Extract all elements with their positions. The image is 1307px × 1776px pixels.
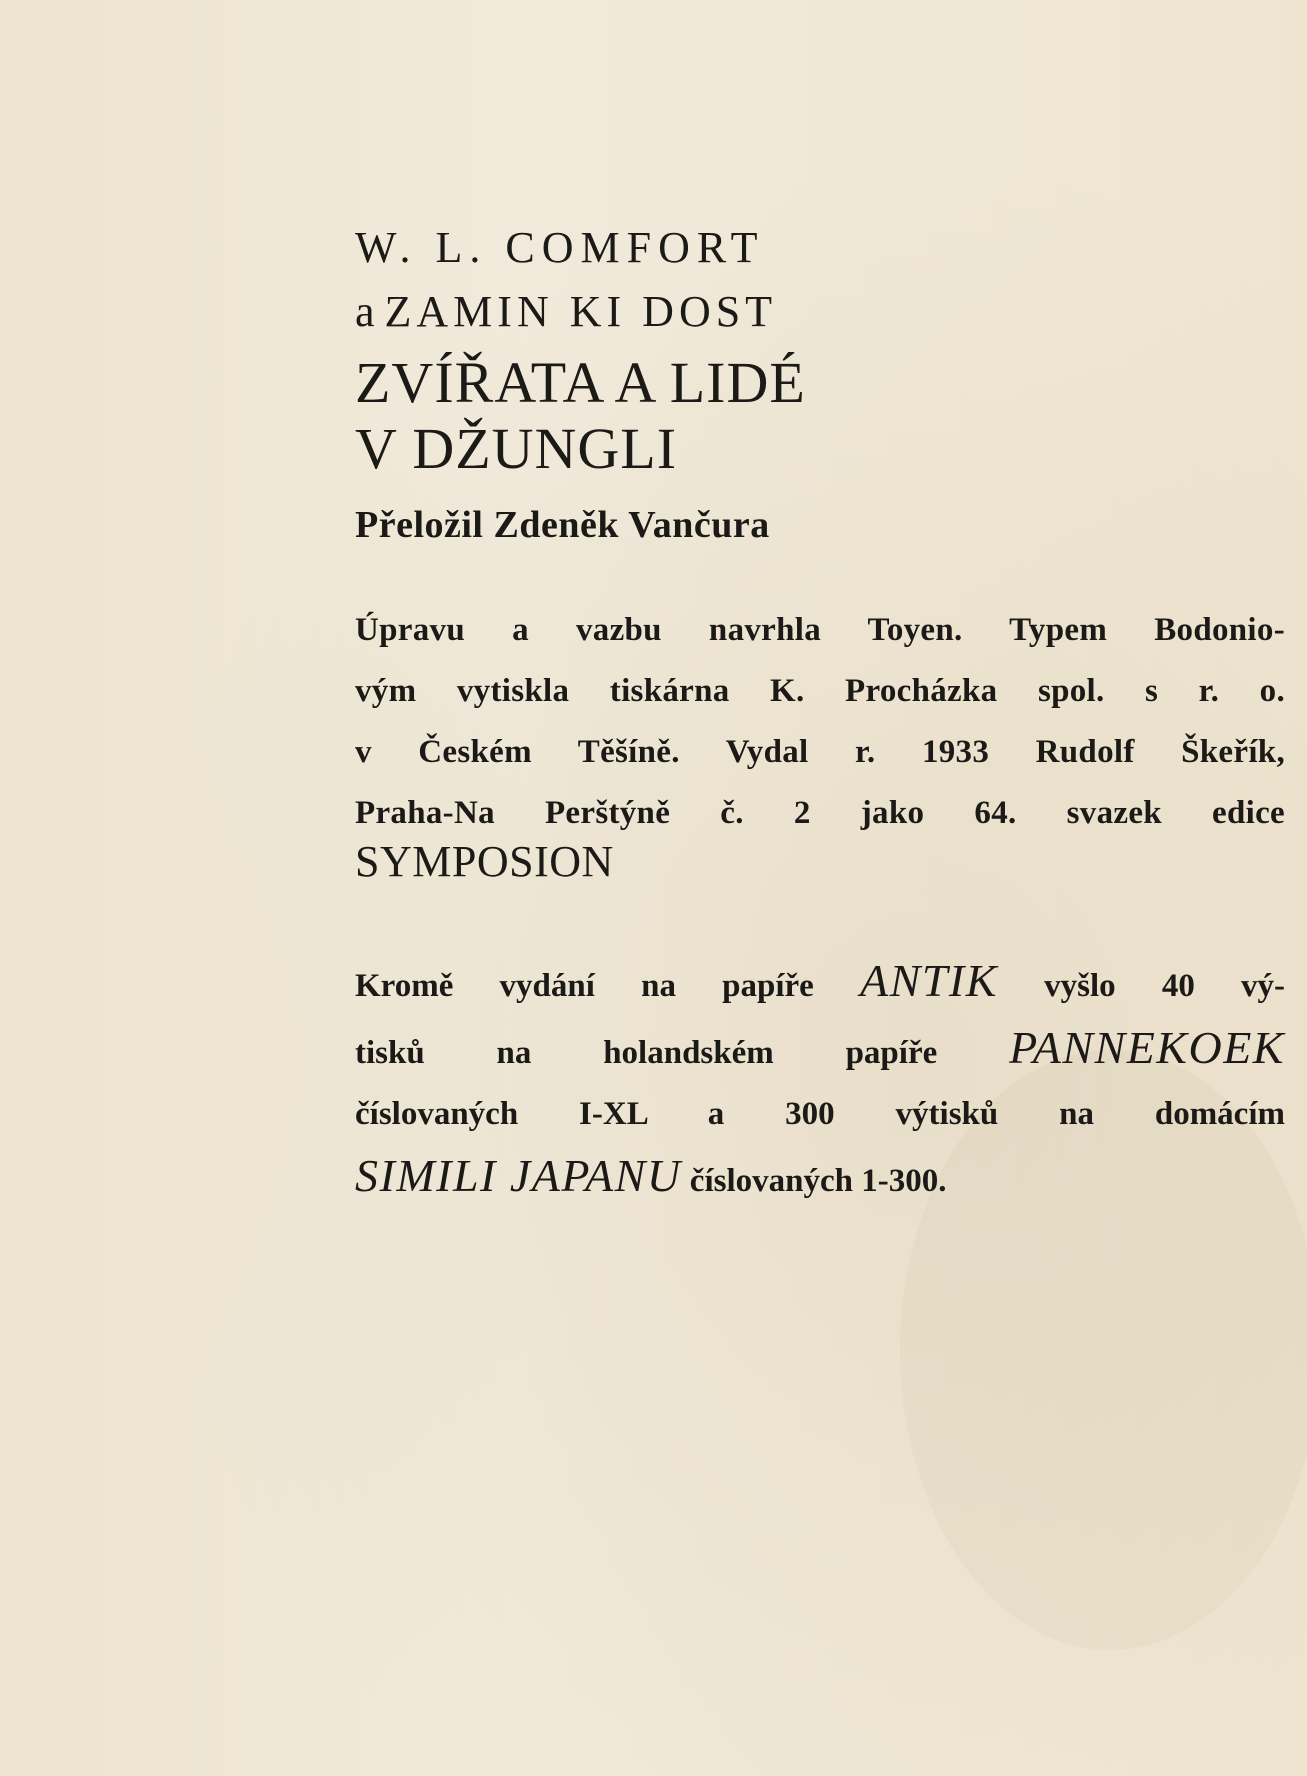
paper-text: číslovaných 1-300. — [689, 1163, 947, 1199]
colophon-line: vým vytiskla tiskárna K. Procházka spol. s r. o. — [355, 673, 1285, 709]
paper-type-antik: ANTIK — [860, 955, 998, 1006]
co-author-name: ZAMIN KI DOST — [384, 287, 778, 336]
paper-line-3: číslovaných I-XL a 300 výtisků na domácím — [355, 1096, 1285, 1132]
colophon-line: v Českém Těšíně. Vydal r. 1933 Rudolf Škeřík, — [355, 734, 1285, 770]
author-conjunction: a — [355, 287, 375, 336]
title-line-2: V DŽUNGLI — [355, 416, 678, 481]
paper-type-simili-japanu: SIMILI JAPANU — [355, 1150, 682, 1201]
paper-line-1 — [355, 950, 1285, 1017]
author-line-1 — [355, 218, 1285, 278]
colophon — [355, 600, 1285, 844]
paper-text: Kromě vydání na papíře — [355, 968, 814, 1004]
author-name: W. L. COMFORT — [355, 223, 765, 272]
colophon-line: Praha-Na Perštýně č. 2 jako 64. svazek edice — [355, 795, 1285, 831]
paper-edition-note — [355, 950, 1285, 1212]
paper-line-4 — [355, 1145, 1285, 1212]
paper-type-pannekoek: PANNEKOEK — [1009, 1022, 1285, 1073]
edition-name: SYMPOSION — [355, 837, 614, 886]
translator-credit: Přeložil Zdeněk Vančura — [355, 504, 770, 546]
colophon-line: Úpravu a vazbu navrhla Toyen. Typem Bodonio- — [355, 612, 1285, 648]
paper-line-2 — [355, 1017, 1285, 1084]
paper-text: tisků na holandském papíře — [355, 1035, 938, 1071]
book-title — [355, 350, 1285, 482]
title-line-1: ZVÍŘATA A LIDÉ — [355, 350, 806, 415]
paper-text: vyšlo 40 vý- — [1044, 968, 1286, 1004]
author-line-2 — [355, 282, 1285, 342]
